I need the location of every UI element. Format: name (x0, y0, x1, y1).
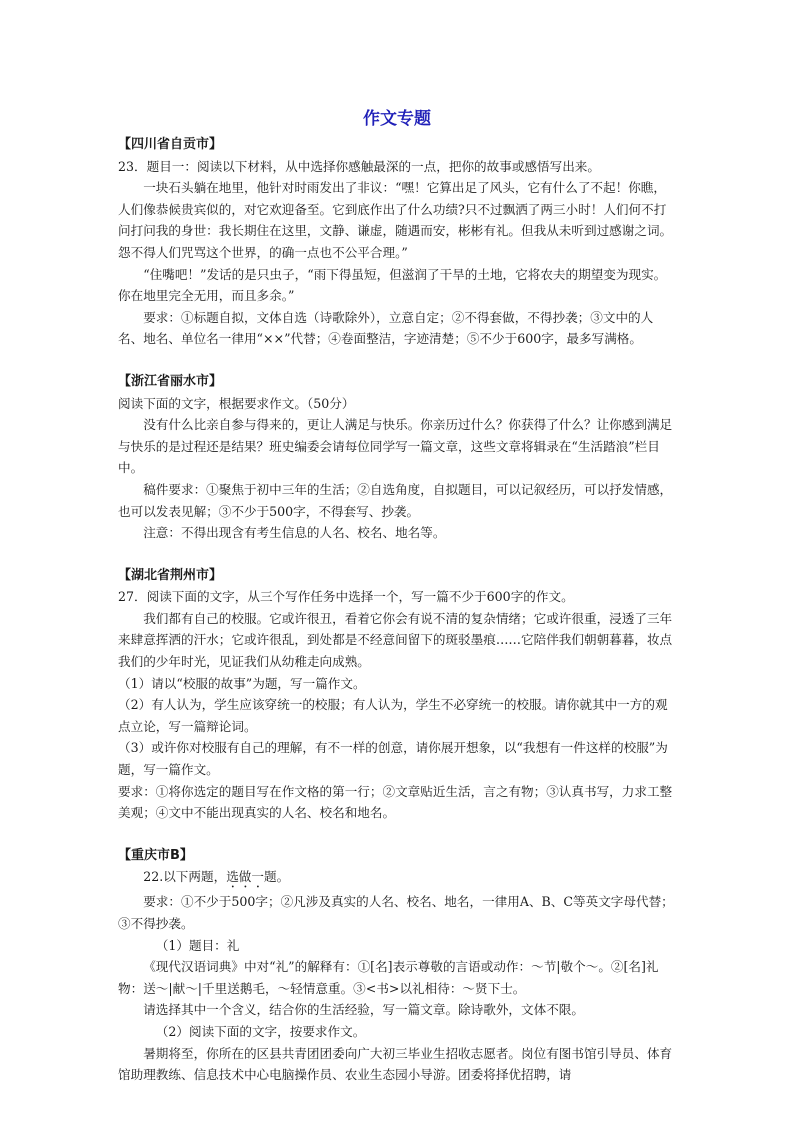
material-paragraph: 没有什么比亲自参与得来的，更让人满足与快乐。你亲历过什么？你获得了什么？让你感到满足与快乐的是过程还是结果？班史编委会请每位同学写一篇文章，这些文章将辑录在“生活踏浪”栏目中。 (118, 417, 673, 476)
topic-option: （1）题目：礼 (155, 937, 240, 953)
question-suffix: 题。 (263, 869, 290, 885)
question-line: 23．题目一：阅读以下材料，从中选择你感触最深的一点，把你的故事或感悟写出来。 (118, 158, 600, 174)
requirement-paragraph: 稿件要求：①聚焦于初中三年的生活；②自选角度，自拟题目，可以记叙经历，可以抒发情感，也可以发表见解；③不少于500字，不得套写、抄袭。 (118, 481, 673, 519)
material-paragraph: 我们都有自己的校服。它或许很丑，看着它你会有说不清的复杂情绪；它或许很重，浸透了三年来肆意挥洒的汗水；它或许很乱，到处都是不经意间留下的斑驳墨痕……它陪伴我们朝朝暮暮，妆点我们的少年时光，见证我们从幼稚走向成熟。 (118, 610, 673, 670)
material-paragraph: “住嘴吧！”发话的是只虫子，“雨下得虽短，但滋润了干旱的土地，它将农夫的期望变为现实。你在地里完全无用，而且多余。” (118, 266, 667, 304)
instruction-paragraph: 请选择其中一个含义，结合你的生活经验，写一篇文章。除诗歌外，文体不限。 (143, 1002, 584, 1018)
document-body (118, 134, 678, 1086)
section-heading: 【湖北省荆州市】 (118, 567, 223, 583)
requirement-paragraph: 要求：①标题自拟，文体自选（诗歌除外），立意自定；②不得套做，不得抄袭；③文中的人名、地名、单位名一律用“××”代替；④卷面整洁，字迹清楚；⑤不少于600字，最多写满格。 (118, 309, 654, 347)
emphasis-text: 选做一 (226, 869, 264, 885)
document-title: 作文专题 (363, 109, 431, 129)
note-paragraph: 注意：不得出现含有考生信息的人名、校名、地名等。 (143, 525, 446, 541)
task-option: （1）请以“校服的故事”为题，写一篇作文。 (118, 675, 366, 691)
material-paragraph: 一块石头躺在地里，他针对时雨发出了非议：“嘿！它算出足了风头，它有什么了不起！你瞧，人们像恭候贵宾似的，对它欢迎备至。它到底作出了什么功绩?只不过飘洒了两三小时！人们何不打问打问我的身世：我长期住在这里，文静、谦虚，随遇而安，彬彬有礼。但我从未听到过感谢之词。怨不得人们咒骂这个世界，的确一点也不公平合理。” (118, 180, 673, 260)
task-option: （2）有人认为，学生应该穿统一的校服；有人认为，学生不必穿统一的校服。请你就其中一方的观点立论，写一篇辩论词。 (118, 697, 668, 734)
requirement-paragraph: 要求：①不少于500字；②凡涉及真实的人名、校名、地名，一律用A、B、C等英文字母代替；③不得抄袭。 (118, 894, 674, 931)
topic-option: （2）阅读下面的文字，按要求作文。 (155, 1023, 366, 1039)
task-option: （3）或许你对校服有自己的理解，有不一样的创意，请你展开想象，以“我想有一件这样的校服”为题，写一篇作文。 (118, 740, 668, 778)
material-paragraph: 暑期将至，你所在的区县共青团团委向广大初三毕业生招收志愿者。岗位有图书馆引导员、体育馆助理教练、信息技术中心电脑操作员、农业生态园小导游。团委将择优招聘，请 (118, 1045, 673, 1083)
dictionary-paragraph: 《现代汉语词典》中对“礼”的解释有：①[名]表示尊敬的言语或动作：～节|敬个～。②[名]礼物：送～|献～|千里送鹅毛，～轻情意重。③<书>以礼相待：～贤下士。 (118, 959, 659, 996)
question-line: 27．阅读下面的文字，从三个写作任务中选择一个，写一篇不少于600字的作文。 (118, 589, 574, 605)
section-heading: 【重庆市B】 (118, 847, 193, 863)
requirement-paragraph: 要求：①将你选定的题目写在作文格的第一行；②文章贴近生活，言之有物；③认真书写，力求工整美观；④文中不能出现真实的人名、校名和地名。 (118, 783, 673, 821)
question-line (118, 866, 678, 891)
question-line: 阅读下面的文字，根据要求作文。（50分） (118, 395, 355, 411)
question-prefix: 22.以下两题， (143, 869, 227, 885)
section-heading: 【四川省自贡市】 (118, 137, 223, 152)
section-heading: 【浙江省丽水市】 (118, 373, 223, 389)
